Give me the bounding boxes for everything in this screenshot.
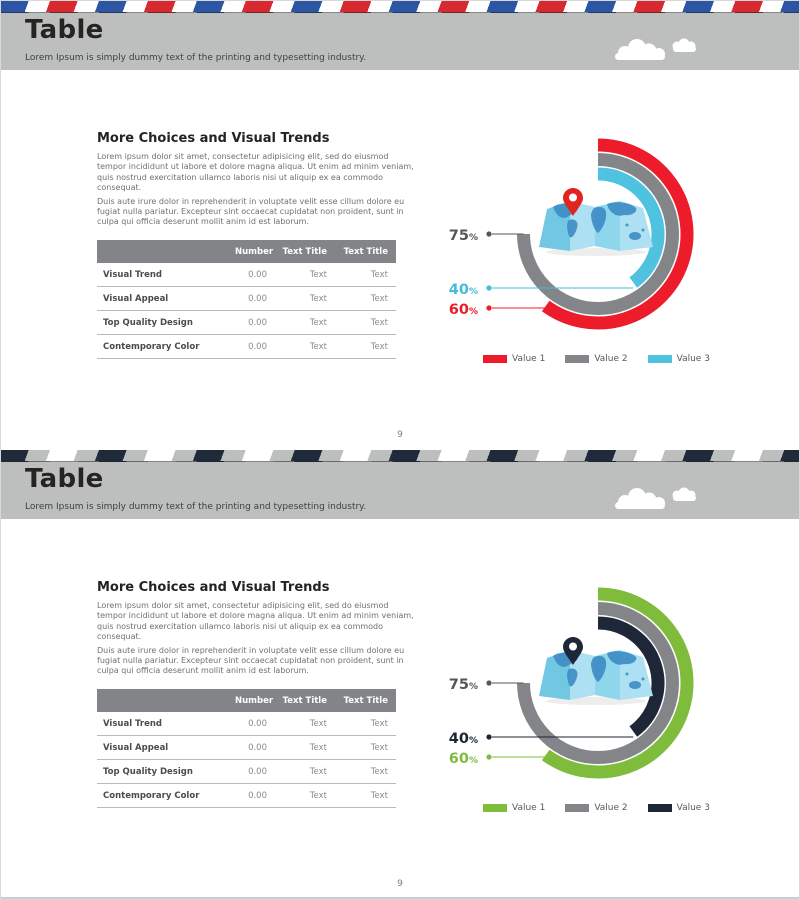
- legend-swatch: [483, 804, 507, 812]
- table-header-row: [97, 689, 396, 712]
- slide-subtitle: Lorem Ipsum is simply dummy text of the printing and typesetting industry.: [25, 53, 367, 63]
- slide-content: [1, 70, 799, 450]
- table-header-cell: Text Title: [275, 240, 335, 263]
- callout-40: 40%: [448, 282, 478, 298]
- cell-value: 0.00: [229, 712, 275, 736]
- cell-value: 0.00: [229, 287, 275, 311]
- legend-label: Value 2: [594, 803, 628, 813]
- chart-legend: [483, 354, 710, 364]
- section-heading: More Choices and Visual Trends: [97, 580, 330, 595]
- legend-swatch: [648, 355, 672, 363]
- row-label: Visual Appeal: [97, 287, 229, 311]
- cell-value: Text: [335, 287, 396, 311]
- table-row: [97, 712, 396, 736]
- bottom-edge-strip: [1, 897, 799, 899]
- body-paragraph: Lorem ipsum dolor sit amet, consectetur adipisicing elit, sed do eiusmod tempor incididunt ut labore et dolore magna aliqua. Ut enim ad minim veniam, quis nostrud exercitation ullamco laboris nisi ut aliquip ex ea commodo consequat.: [97, 601, 414, 642]
- row-label: Visual Appeal: [97, 736, 229, 760]
- legend-label: Value 3: [676, 354, 710, 364]
- cell-value: Text: [275, 335, 335, 359]
- table-row: [97, 784, 396, 808]
- clouds-icon: [611, 34, 703, 62]
- table-row: [97, 760, 396, 784]
- table-header-cell: Number: [229, 689, 275, 712]
- legend-item: [648, 803, 710, 813]
- slide-1[interactable]: [1, 1, 799, 450]
- map-pin-icon: [561, 187, 585, 217]
- cell-value: Text: [275, 263, 335, 287]
- data-table: [97, 689, 396, 808]
- cell-value: Text: [275, 712, 335, 736]
- slide-content: [1, 519, 799, 899]
- legend-label: Value 1: [512, 803, 546, 813]
- section-heading: More Choices and Visual Trends: [97, 131, 330, 146]
- table-row: [97, 335, 396, 359]
- row-label: Contemporary Color: [97, 784, 229, 808]
- airmail-stripe-band: [1, 1, 799, 13]
- cell-value: 0.00: [229, 263, 275, 287]
- data-table: [97, 240, 396, 359]
- callout-40: 40%: [448, 731, 478, 747]
- chart-legend: [483, 803, 710, 813]
- row-label: Contemporary Color: [97, 335, 229, 359]
- cell-value: Text: [275, 311, 335, 335]
- legend-label: Value 1: [512, 354, 546, 364]
- legend-item: [565, 354, 627, 364]
- table-header-cell: [97, 689, 229, 712]
- legend-label: Value 2: [594, 354, 628, 364]
- legend-swatch: [483, 355, 507, 363]
- cell-value: Text: [335, 712, 396, 736]
- cell-value: 0.00: [229, 760, 275, 784]
- body-paragraph: Duis aute irure dolor in reprehenderit in voluptate velit esse cillum dolore eu fugiat nulla pariatur. Excepteur sint occaecat cupidatat non proident, sunt in culpa qui officia deserunt mollit anim id est laborum.: [97, 196, 405, 227]
- legend-label: Value 3: [676, 803, 710, 813]
- body-paragraph: Lorem ipsum dolor sit amet, consectetur adipisicing elit, sed do eiusmod tempor incididunt ut labore et dolore magna aliqua. Ut enim ad minim veniam, quis nostrud exercitation ullamco laboris nisi ut aliquip ex ea commodo consequat.: [97, 152, 414, 193]
- table-header-cell: Text Title: [335, 240, 396, 263]
- cell-value: 0.00: [229, 736, 275, 760]
- cell-value: Text: [335, 311, 396, 335]
- legend-item: [648, 354, 710, 364]
- callout-60: 60%: [448, 302, 478, 318]
- cell-value: Text: [275, 760, 335, 784]
- legend-swatch: [565, 355, 589, 363]
- cell-value: 0.00: [229, 311, 275, 335]
- table-header-cell: Text Title: [335, 689, 396, 712]
- legend-item: [483, 803, 545, 813]
- cell-value: Text: [335, 263, 396, 287]
- table-row: [97, 287, 396, 311]
- body-paragraph: Duis aute irure dolor in reprehenderit in voluptate velit esse cillum dolore eu fugiat nulla pariatur. Excepteur sint occaecat cupidatat non proident, sunt in culpa qui officia deserunt mollit anim id est laborum.: [97, 645, 405, 676]
- cell-value: Text: [335, 335, 396, 359]
- clouds-icon: [611, 483, 703, 511]
- map-pin-icon: [561, 636, 585, 666]
- cell-value: Text: [335, 736, 396, 760]
- slide-2[interactable]: [1, 450, 799, 899]
- table-header-row: [97, 240, 396, 263]
- page-number: 9: [397, 879, 403, 889]
- legend-swatch: [648, 804, 672, 812]
- cell-value: Text: [335, 784, 396, 808]
- table-header-cell: Text Title: [275, 689, 335, 712]
- table-row: [97, 263, 396, 287]
- table-header-cell: Number: [229, 240, 275, 263]
- cell-value: Text: [275, 287, 335, 311]
- slide-header: [1, 13, 799, 70]
- callout-75: 75%: [448, 677, 478, 693]
- text-column: [97, 131, 415, 228]
- table-row: [97, 311, 396, 335]
- slide-title: Table: [25, 464, 104, 494]
- row-label: Visual Trend: [97, 712, 229, 736]
- table-row: [97, 736, 396, 760]
- cell-value: Text: [275, 736, 335, 760]
- donut-chart: [431, 111, 751, 371]
- cell-value: Text: [335, 760, 396, 784]
- callout-75: 75%: [448, 228, 478, 244]
- donut-chart: [431, 560, 751, 820]
- world-map-icon: [539, 644, 653, 706]
- legend-swatch: [565, 804, 589, 812]
- row-label: Top Quality Design: [97, 311, 229, 335]
- cell-value: 0.00: [229, 335, 275, 359]
- callout-60: 60%: [448, 751, 478, 767]
- slide-header: [1, 462, 799, 519]
- legend-item: [483, 354, 545, 364]
- table-header-cell: [97, 240, 229, 263]
- airmail-stripe-band: [1, 450, 799, 462]
- row-label: Visual Trend: [97, 263, 229, 287]
- legend-item: [565, 803, 627, 813]
- cell-value: 0.00: [229, 784, 275, 808]
- text-column: [97, 580, 415, 677]
- slide-subtitle: Lorem Ipsum is simply dummy text of the printing and typesetting industry.: [25, 502, 367, 512]
- page-number: 9: [397, 430, 403, 440]
- world-map-icon: [539, 195, 653, 257]
- row-label: Top Quality Design: [97, 760, 229, 784]
- cell-value: Text: [275, 784, 335, 808]
- slide-title: Table: [25, 15, 104, 45]
